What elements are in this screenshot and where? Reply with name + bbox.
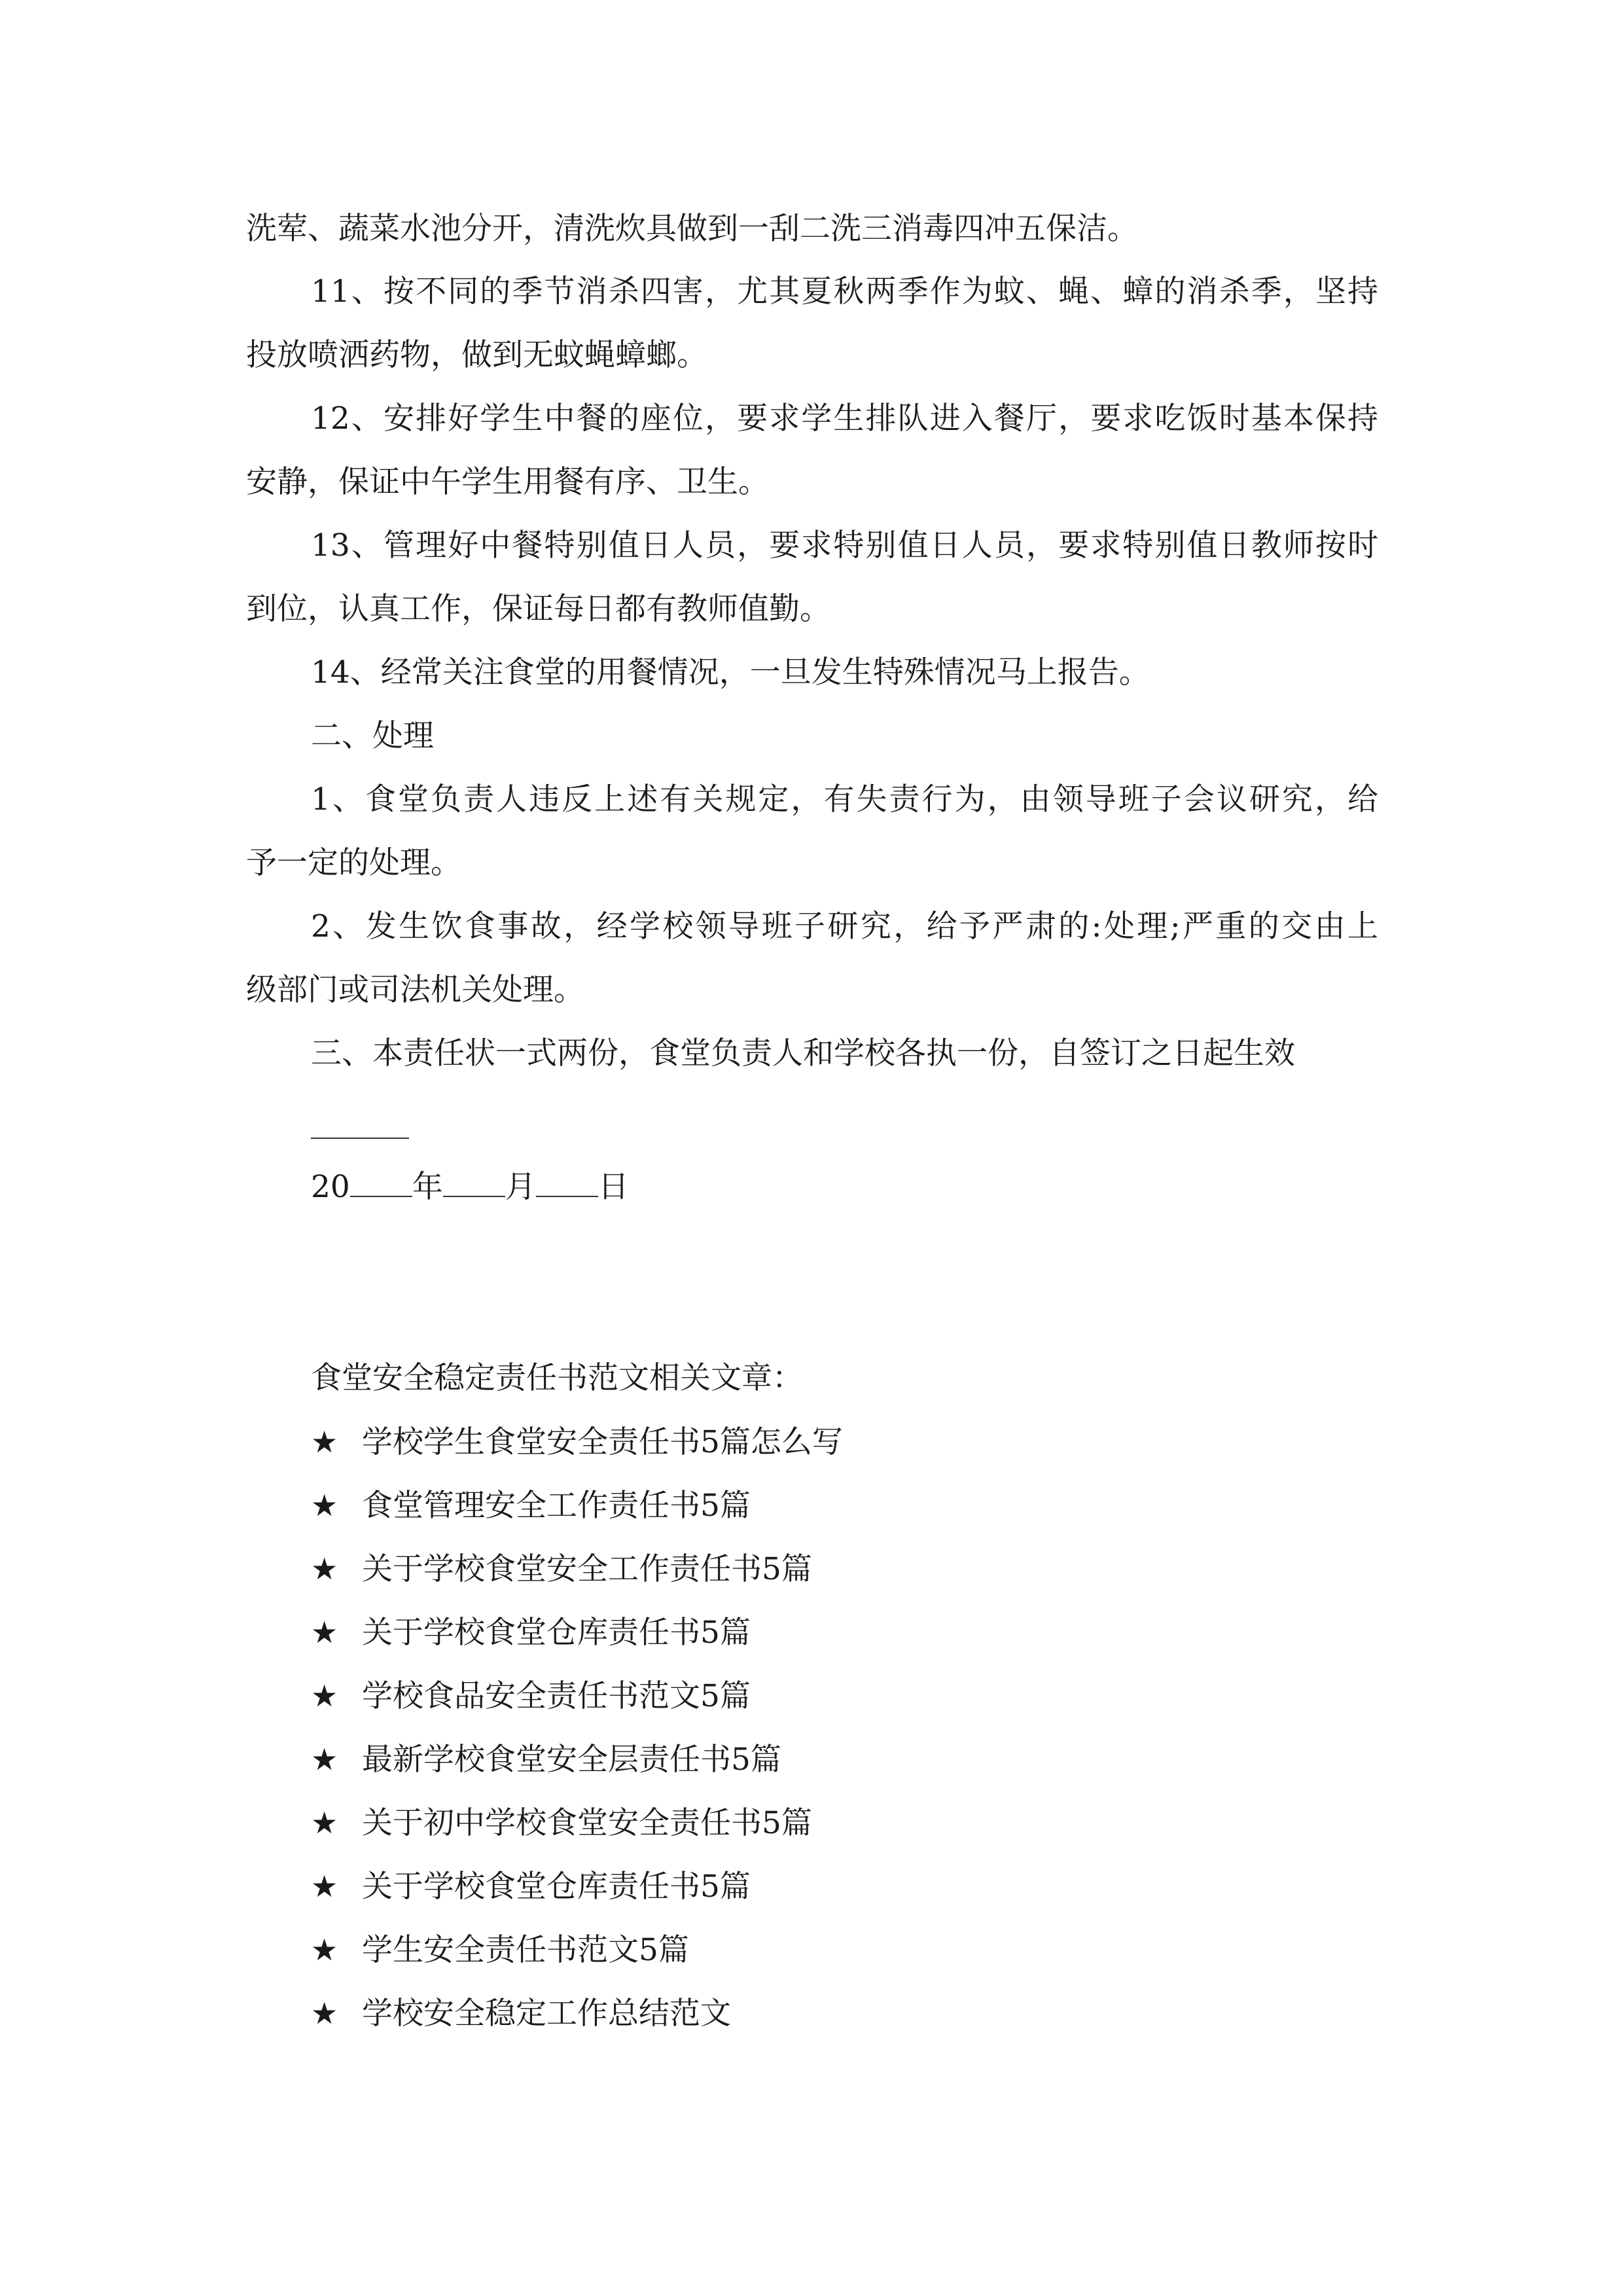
paragraph-13-line-1: 13、管理好中餐特别值日人员，要求特别值日人员，要求特别值日教师按时: [311, 528, 1378, 564]
paragraph-13-line-2: 到位，认真工作，保证每日都有教师值勤。: [246, 591, 830, 627]
related-article-label: 食堂管理安全工作责任书5篇: [362, 1488, 751, 1524]
paragraph-11-line-2: 投放喷洒药物，做到无蚊蝇蟑螂。: [246, 337, 707, 373]
date-year-prefix: 20: [311, 1169, 350, 1205]
related-article-label: 学生安全责任书范文5篇: [362, 1932, 689, 1968]
star-icon: ★: [311, 1551, 338, 1587]
related-article-label: 学校学生食堂安全责任书5篇怎么写: [362, 1424, 843, 1460]
related-article-label: 关于初中学校食堂安全责任书5篇: [362, 1805, 812, 1841]
related-article-link[interactable]: [311, 1930, 689, 1970]
paragraph-14: 14、经常关注食堂的用餐情况，一旦发生特殊情况马上报告。: [311, 655, 1150, 691]
date-year-blank: [350, 1168, 412, 1197]
related-article-link[interactable]: [311, 1867, 751, 1907]
star-icon: ★: [311, 1678, 338, 1713]
star-icon: ★: [311, 1742, 338, 1777]
related-article-label: 最新学校食堂安全层责任书5篇: [362, 1742, 781, 1778]
date-month-blank: [443, 1168, 505, 1197]
related-article-label: 学校食品安全责任书范文5篇: [362, 1678, 751, 1714]
related-article-link[interactable]: [311, 1549, 812, 1589]
paragraph-12-line-1: 12、安排好学生中餐的座位，要求学生排队进入餐厅，要求吃饭时基本保持: [311, 401, 1378, 437]
related-article-label: 关于学校食堂仓库责任书5篇: [362, 1615, 751, 1651]
date-month-label: 月: [505, 1169, 536, 1205]
star-icon: ★: [311, 1996, 338, 2031]
related-articles-title: 食堂安全稳定责任书范文相关文章：: [311, 1360, 803, 1396]
related-article-link[interactable]: [311, 1613, 751, 1653]
star-icon: ★: [311, 1424, 338, 1460]
related-article-label: 关于学校食堂安全工作责任书5篇: [362, 1551, 812, 1587]
section-3-text: 三、本责任状一式两份，食堂负责人和学校各执一份，自签订之日起生效: [311, 1035, 1295, 1071]
star-icon: ★: [311, 1932, 338, 1967]
related-article-link[interactable]: [311, 1422, 843, 1462]
related-article-link[interactable]: [311, 1803, 812, 1843]
related-article-label: 学校安全稳定工作总结范文: [362, 1996, 731, 2032]
signature-blank-line: [311, 1138, 409, 1139]
date-line: [311, 1168, 629, 1207]
paragraph-11-line-1: 11、按不同的季节消杀四害，尤其夏秋两季作为蚊、蝇、蟑的消杀季，坚持: [311, 274, 1378, 310]
star-icon: ★: [311, 1805, 338, 1840]
star-icon: ★: [311, 1615, 338, 1650]
related-article-link[interactable]: [311, 1486, 751, 1526]
related-article-link[interactable]: [311, 1994, 731, 2034]
section-2-item-1-line-2: 予一定的处理。: [246, 845, 461, 881]
date-day-label: 日: [597, 1169, 629, 1205]
star-icon: ★: [311, 1869, 338, 1904]
related-article-label: 关于学校食堂仓库责任书5篇: [362, 1869, 751, 1905]
section-2-heading: 二、处理: [311, 718, 434, 754]
section-2-item-2-line-2: 级部门或司法机关处理。: [246, 972, 584, 1008]
related-article-link[interactable]: [311, 1740, 781, 1780]
date-day-blank: [536, 1168, 598, 1197]
date-year-label: 年: [412, 1169, 443, 1205]
related-article-link[interactable]: [311, 1676, 751, 1716]
star-icon: ★: [311, 1488, 338, 1523]
paragraph-12-line-2: 安静，保证中午学生用餐有序、卫生。: [246, 464, 769, 500]
section-2-item-1-line-1: 1、食堂负责人违反上述有关规定，有失责行为，由领导班子会议研究，给: [311, 781, 1378, 817]
section-2-item-2-line-1: 2、发生饮食事故，经学校领导班子研究，给予严肃的:处理;严重的交由上: [311, 908, 1378, 944]
paragraph-10-continuation: 洗荤、蔬菜水池分开，清洗炊具做到一刮二洗三消毒四冲五保洁。: [246, 211, 1138, 247]
